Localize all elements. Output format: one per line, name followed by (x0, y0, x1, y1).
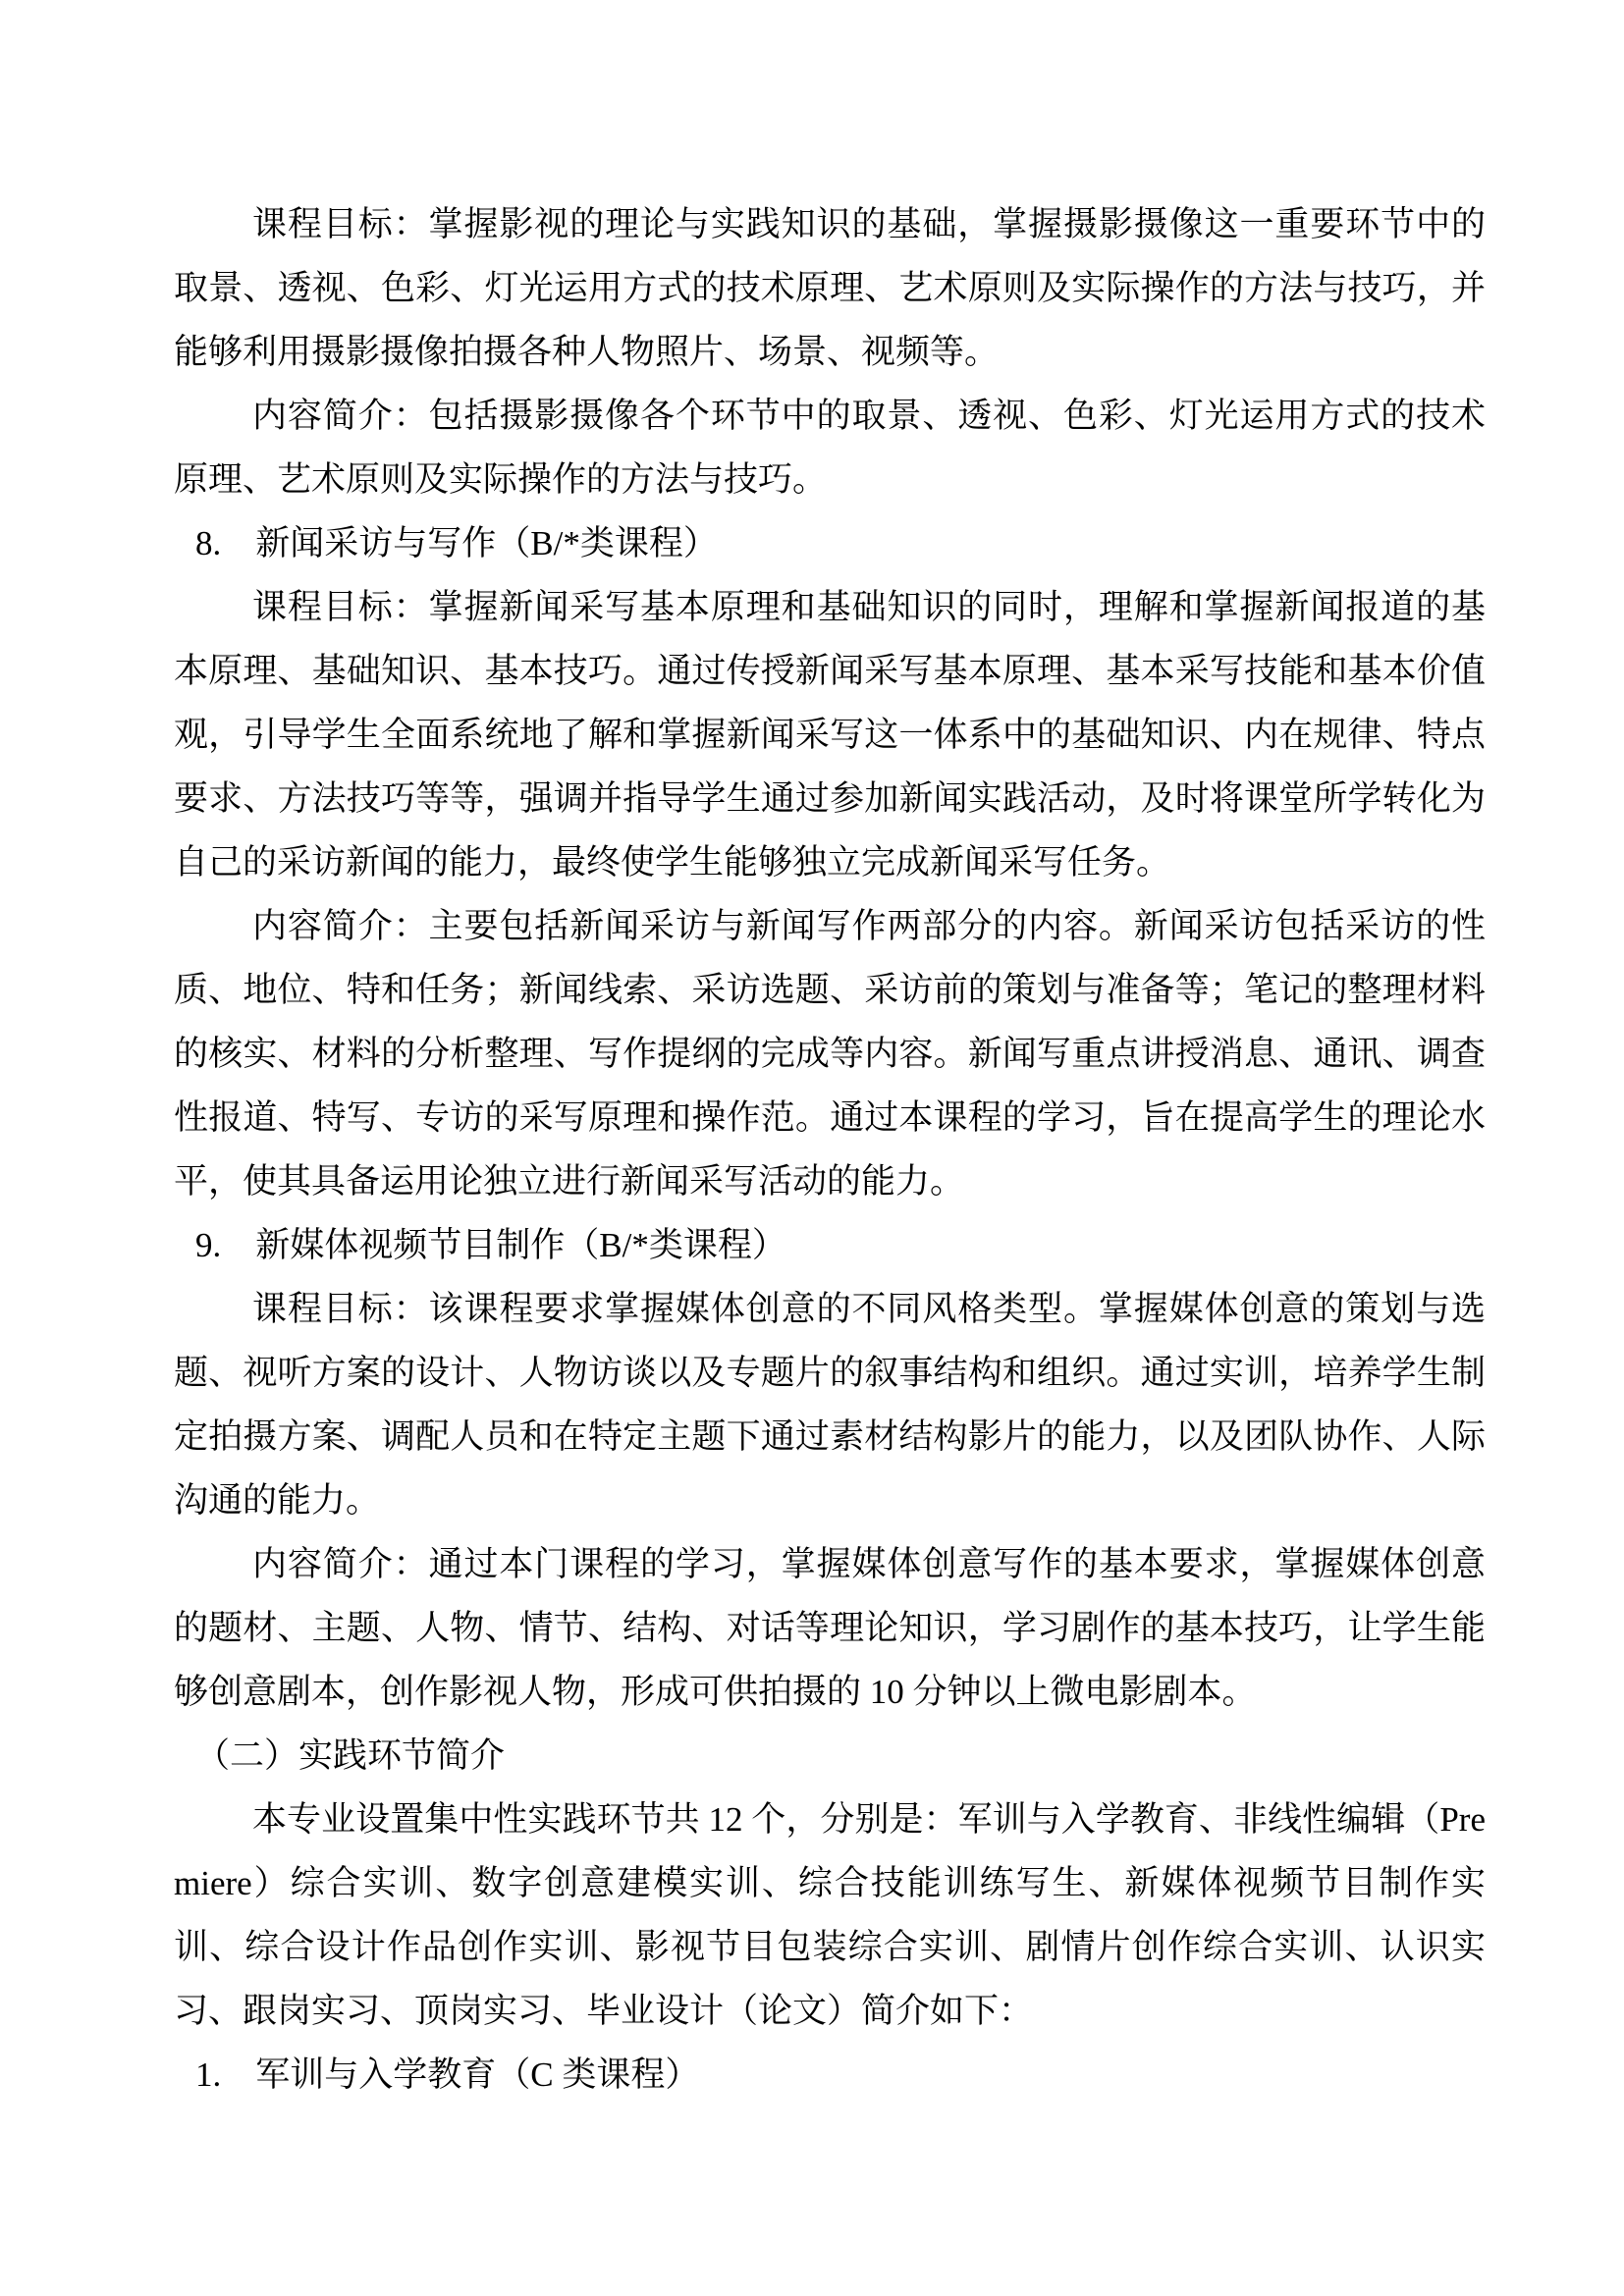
para-practice-links-list: 本专业设置集中性实践环节共 12 个，分别是：军训与入学教育、非线性编辑（Premiere）综合实训、数字创意建模实训、综合技能训练写生、新媒体视频节目制作实训、综合设计作品创作实训、影视节目包装综合实训、剧情片创作综合实训、认识实习、跟岗实习、顶岗实习、毕业设计（论文）简介如下： (174, 1800, 1486, 2030)
para-course-objective-new-media-video: 课程目标：该课程要求掌握媒体创意的不同风格类型。掌握媒体创意的策划与选题、视听方案的设计、人物访谈以及专题片的叙事结构和组织。通过实训，培养学生制定拍摄方案、调配人员和在特定主题下通过素材结构影片的能力，以及团队协作、人际沟通的能力。 (174, 1290, 1486, 1520)
heading-course-9-new-media-video: 9. 新媒体视频节目制作（B/*类课程） (195, 1226, 786, 1264)
heading-section-2-practice-overview: （二）实践环节简介 (195, 1736, 506, 1775)
heading-item-1-military-training: 1. 军训与入学教育（C 类课程） (195, 2056, 700, 2094)
para-course-objective-news-writing: 课程目标：掌握新闻采写基本原理和基础知识的同时，理解和掌握新闻报道的基本原理、基础知识、基本技巧。通过传授新闻采写基本原理、基本采写技能和基本价值观，引导学生全面系统地了解和掌握新闻采写这一体系中的基础知识、内在规律、特点要求、方法技巧等等，强调并指导学生通过参加新闻实践活动，及时将课堂所学转化为自己的采访新闻的能力，最终使学生能够独立完成新闻采写任务。 (174, 588, 1486, 881)
para-content-intro-new-media-video: 内容简介：通过本门课程的学习，掌握媒体创意写作的基本要求，掌握媒体创意的题材、主题、人物、情节、结构、对话等理论知识，学习剧作的基本技巧，让学生能够创意剧本，创作影视人物，形成可供拍摄的 10 分钟以上微电影剧本。 (174, 1545, 1486, 1711)
heading-course-8-news-interview-writing: 8. 新闻采访与写作（B/*类课程） (195, 524, 718, 562)
para-content-intro-photography: 内容简介：包括摄影摄像各个环节中的取景、透视、色彩、灯光运用方式的技术原理、艺术原则及实际操作的方法与技巧。 (174, 397, 1486, 499)
para-content-intro-news-writing: 内容简介：主要包括新闻采访与新闻写作两部分的内容。新闻采访包括采访的性质、地位、特和任务；新闻线索、采访选题、采访前的策划与准备等；笔记的整理材料的核实、材料的分析整理、写作提纲的完成等内容。新闻写重点讲授消息、通讯、调查性报道、特写、专访的采写原理和操作范。通过本课程的学习，旨在提高学生的理论水平，使其具备运用论独立进行新闻采写活动的能力。 (174, 907, 1486, 1201)
para-course-objective-photography: 课程目标：掌握影视的理论与实践知识的基础，掌握摄影摄像这一重要环节中的取景、透视、色彩、灯光运用方式的技术原理、艺术原则及实际操作的方法与技巧，并能够利用摄影摄像拍摄各种人物照片、场景、视频等。 (174, 205, 1486, 371)
